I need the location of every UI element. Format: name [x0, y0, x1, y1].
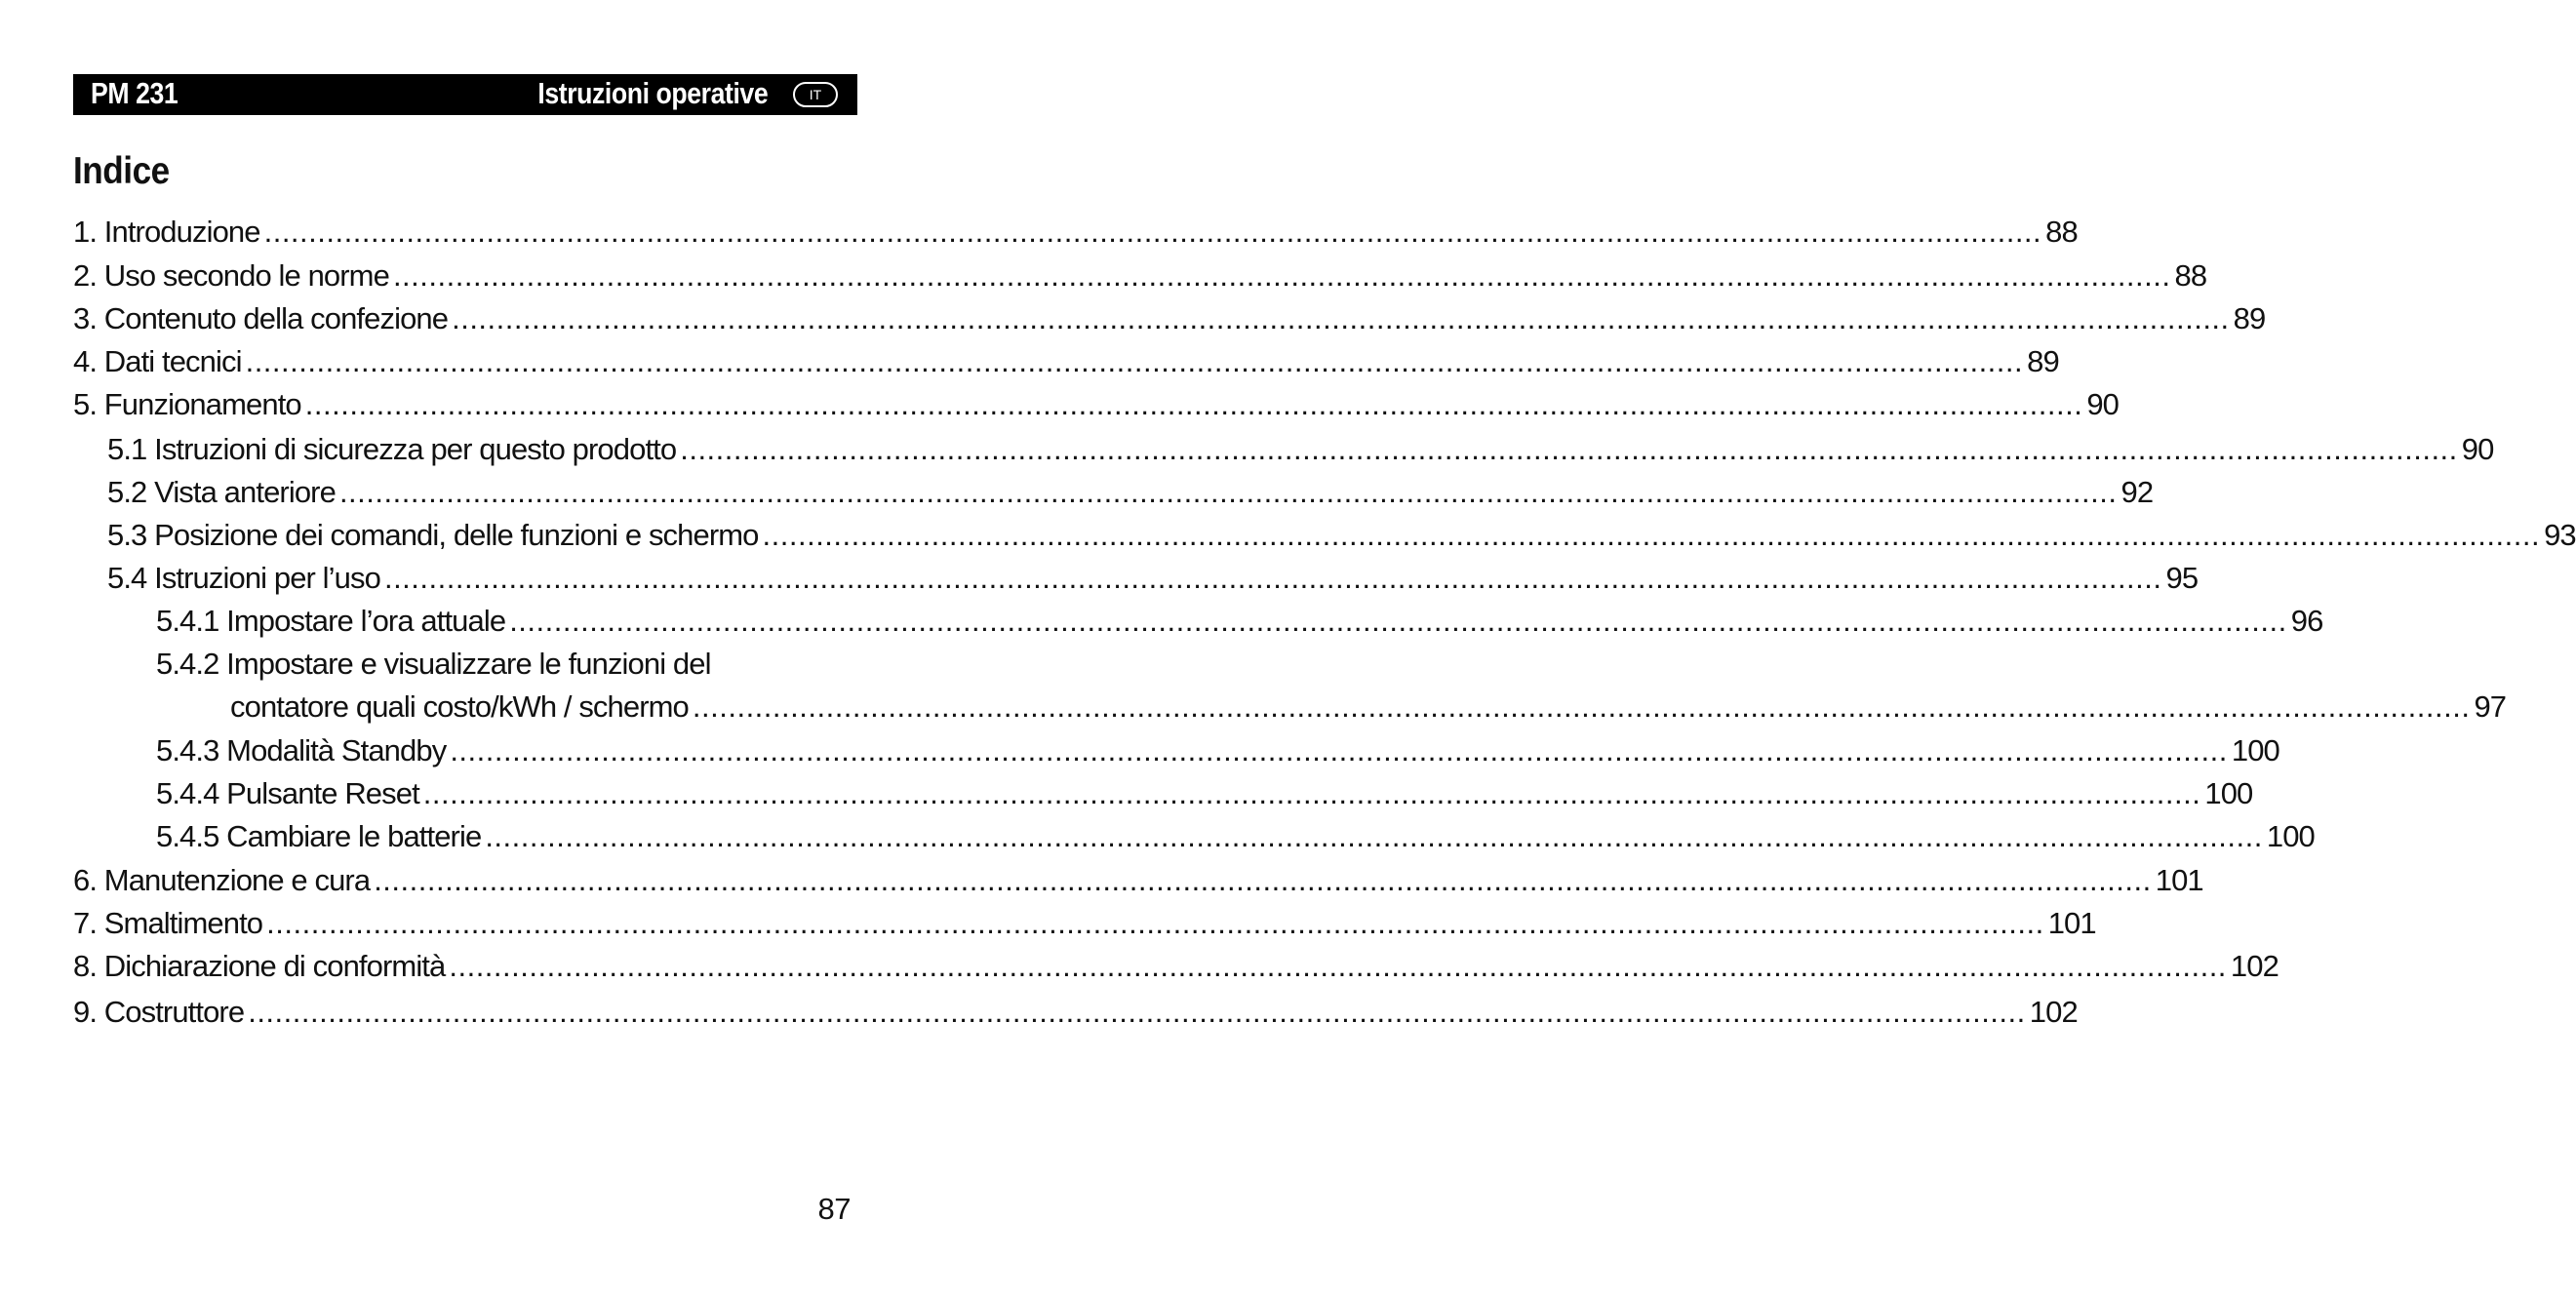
toc-entry-label: 5.1 Istruzioni di sicurezza per questo prodotto	[107, 432, 677, 466]
toc-entry-label: 3. Contenuto della confezione	[73, 301, 449, 335]
toc-entry-manutenzione[interactable]	[73, 859, 2203, 902]
toc-entry-dichiarazione[interactable]	[73, 945, 2279, 988]
toc-leader-dots: ........................................................................................................................................................................................................	[452, 301, 2230, 335]
toc-leader-dots: ........................................................................................................................................................................................................	[263, 215, 2042, 249]
toc-entry-page: 96	[2290, 604, 2323, 638]
toc-entry-label: 5.4.4 Pulsante Reset	[156, 776, 419, 810]
toc-entry-label: 5.4.3 Modalità Standby	[156, 733, 447, 767]
toc-entry-modalita-standby[interactable]	[156, 729, 2279, 772]
toc-entry-page: 92	[2120, 475, 2154, 509]
toc-entry-funzionamento[interactable]	[73, 383, 2120, 426]
toc-entry-label: 5.4.1 Impostare l’ora attuale	[156, 604, 506, 638]
header-title: Istruzioni operative	[537, 76, 768, 110]
toc-entry-page: 89	[2233, 301, 2266, 335]
toc-entry-label: 9. Costruttore	[73, 995, 245, 1029]
toc-leader-dots: ........................................................................................................................................................................................................	[392, 258, 2171, 293]
toc-entry-page: 101	[2047, 906, 2096, 940]
toc-leader-dots: ........................................................................................................................................................................................................	[680, 432, 2458, 466]
toc-entry-page: 102	[2230, 949, 2279, 983]
header-model: PM 231	[91, 76, 178, 110]
toc-entry-smaltimento[interactable]	[73, 902, 2096, 945]
toc-entry-label: 5.4.5 Cambiare le batterie	[156, 819, 482, 853]
toc-entry-label: 5.2 Vista anteriore	[107, 475, 336, 509]
toc-entry-istruzioni-sicurezza[interactable]	[107, 428, 2494, 471]
toc-entry-page: 93	[2544, 518, 2576, 552]
toc-entry-page: 90	[2086, 387, 2120, 421]
toc-entry-label: 2. Uso secondo le norme	[73, 258, 389, 293]
toc-leader-dots: ........................................................................................................................................................................................................	[304, 387, 2083, 421]
toc-entry-impostare-ora[interactable]	[156, 600, 2323, 643]
toc-entry-cambiare-batterie[interactable]	[156, 815, 2315, 858]
toc-entry-costruttore[interactable]	[73, 991, 2078, 1034]
toc-entry-label: 4. Dati tecnici	[73, 344, 242, 378]
toc-entry-impostare-funzioni-cont[interactable]	[230, 686, 2507, 728]
toc-entry-label: 6. Manutenzione e cura	[73, 863, 371, 897]
page-title: Indice	[73, 150, 170, 192]
toc-leader-dots: ........................................................................................................................................................................................................	[450, 733, 2228, 767]
toc-entry-page: 88	[2045, 215, 2078, 249]
toc-entry-label: contatore quali costo/kWh / schermo	[230, 689, 689, 724]
toc-leader-dots: ........................................................................................................................................................................................................	[422, 776, 2201, 810]
toc-entry-pulsante-reset[interactable]	[156, 772, 2253, 815]
toc-leader-dots: ........................................................................................................................................................................................................	[762, 518, 2541, 552]
toc-leader-dots: ........................................................................................................................................................................................................	[248, 995, 2026, 1029]
toc-entry-page: 102	[2029, 995, 2078, 1029]
toc-leader-dots: ........................................................................................................................................................................................................	[509, 604, 2287, 638]
toc-entry-posizione-comandi[interactable]	[107, 514, 2576, 557]
toc-entry-page: 90	[2461, 432, 2494, 466]
toc-entry-page: 100	[2204, 776, 2253, 810]
toc-entry-dati-tecnici[interactable]	[73, 340, 2059, 383]
toc-leader-dots: ........................................................................................................................................................................................................	[383, 561, 2162, 595]
toc-entry-label: 5. Funzionamento	[73, 387, 301, 421]
toc-entry-page: 101	[2155, 863, 2203, 897]
toc-leader-dots: ........................................................................................................................................................................................................	[338, 475, 2118, 509]
toc-entry-label: 8. Dichiarazione di conformità	[73, 949, 446, 983]
toc-entry-vista-anteriore[interactable]	[107, 471, 2154, 514]
toc-entry-page: 88	[2174, 258, 2207, 293]
toc-entry-label: 5.3 Posizione dei comandi, delle funzioni e schermo	[107, 518, 759, 552]
toc-entry-page: 89	[2027, 344, 2059, 378]
toc-entry-label: 5.4 Istruzioni per l’uso	[107, 561, 380, 595]
toc-leader-dots: ........................................................................................................................................................................................................	[374, 863, 2152, 897]
toc-leader-dots: ........................................................................................................................................................................................................	[485, 819, 2263, 853]
toc-leader-dots: ........................................................................................................................................................................................................	[449, 949, 2227, 983]
toc-entry-introduzione[interactable]	[73, 211, 2078, 254]
toc-entry-page: 100	[2231, 733, 2279, 767]
toc-entry-contenuto-della-confezione[interactable]	[73, 297, 2266, 340]
page-number: 87	[817, 1192, 851, 1226]
toc-leader-dots: ........................................................................................................................................................................................................	[245, 344, 2024, 378]
toc-leader-dots: ........................................................................................................................................................................................................	[266, 906, 2044, 940]
toc-entry-label: 1. Introduzione	[73, 215, 260, 249]
toc-entry-page: 95	[2165, 561, 2199, 595]
toc-entry-label: 7. Smaltimento	[73, 906, 263, 940]
toc-entry-page: 97	[2474, 689, 2507, 724]
toc-entry-impostare-funzioni[interactable]: 5.4.2 Impostare e visualizzare le funzioni del	[156, 647, 711, 681]
toc-entry-uso-secondo-le-norme[interactable]	[73, 255, 2207, 297]
toc-entry-istruzioni-per-uso[interactable]	[107, 557, 2199, 600]
toc-leader-dots: ........................................................................................................................................................................................................	[692, 689, 2471, 724]
toc-entry-page: 100	[2266, 819, 2315, 853]
language-badge: IT	[793, 82, 838, 107]
